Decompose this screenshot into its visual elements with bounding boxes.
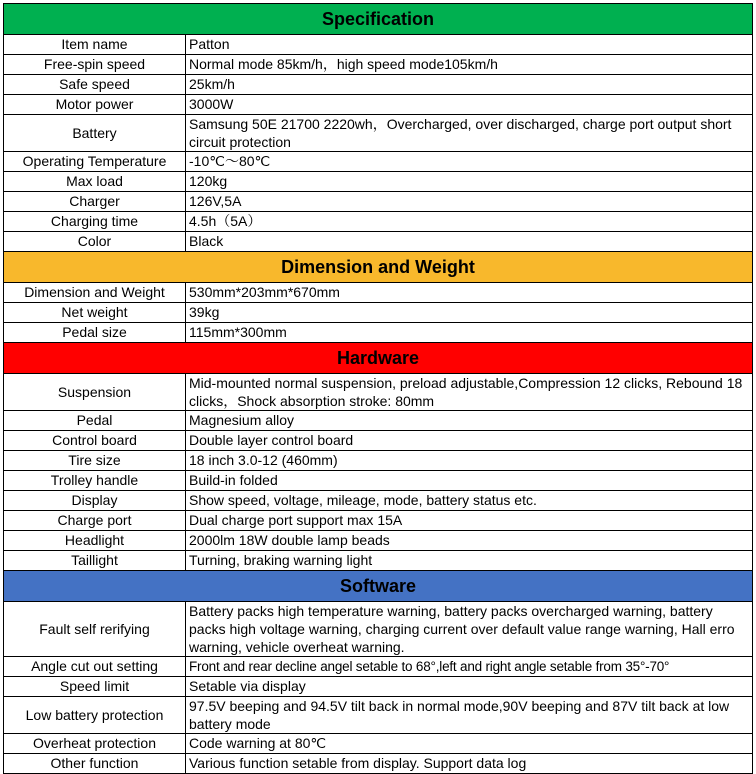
row-label: Pedal size <box>4 323 186 343</box>
section-title: Specification <box>4 4 753 35</box>
row-value: Black <box>186 232 753 252</box>
row-value: Build-in folded <box>186 471 753 491</box>
row-label: Fault self rerifying <box>4 602 186 657</box>
row-value: 126V,5A <box>186 192 753 212</box>
row-label: Tire size <box>4 451 186 471</box>
spec-row-operating-temperature <box>4 152 753 172</box>
spec-row-headlight <box>4 531 753 551</box>
spec-row-pedal-size <box>4 323 753 343</box>
spec-row-charge-port <box>4 511 753 531</box>
row-label: Headlight <box>4 531 186 551</box>
row-label: Color <box>4 232 186 252</box>
section-header-dimension-and-weight <box>4 252 753 283</box>
row-label: Speed limit <box>4 677 186 697</box>
section-title: Hardware <box>4 343 753 374</box>
spec-row-taillight <box>4 551 753 571</box>
row-label: Suspension <box>4 374 186 411</box>
spec-row-max-load <box>4 172 753 192</box>
spec-row-angle-cut-out-setting <box>4 657 753 677</box>
row-value: 25km/h <box>186 75 753 95</box>
row-value: Magnesium alloy <box>186 411 753 431</box>
row-value: Dual charge port support max 15A <box>186 511 753 531</box>
row-label: Taillight <box>4 551 186 571</box>
section-header-hardware <box>4 343 753 374</box>
row-value: Turning, braking warning light <box>186 551 753 571</box>
spec-row-other-function <box>4 754 753 774</box>
spec-row-charger <box>4 192 753 212</box>
section-title: Dimension and Weight <box>4 252 753 283</box>
row-label: Pedal <box>4 411 186 431</box>
row-label: Charge port <box>4 511 186 531</box>
spec-row-overheat-protection <box>4 734 753 754</box>
row-label: Operating Temperature <box>4 152 186 172</box>
row-value: Mid-mounted normal suspension, preload adjustable,Compression 12 clicks, Rebound 18 clicks，Shock absorption stroke: 80mm <box>186 374 753 411</box>
row-value: Patton <box>186 35 753 55</box>
row-value: 97.5V beeping and 94.5V tilt back in normal mode,90V beeping and 87V tilt back at low battery mode <box>186 697 753 734</box>
section-title: Software <box>4 571 753 602</box>
spec-row-charging-time <box>4 212 753 232</box>
row-value: 530mm*203mm*670mm <box>186 283 753 303</box>
spec-row-suspension <box>4 374 753 411</box>
spec-row-dimension-and-weight <box>4 283 753 303</box>
row-value: Samsung 50E 21700 2220wh，Overcharged, over discharged, charge port output short circuit protection <box>186 115 753 152</box>
row-label: Free-spin speed <box>4 55 186 75</box>
row-label: Item name <box>4 35 186 55</box>
row-value: 39kg <box>186 303 753 323</box>
row-value: Various function setable from display. Support data log <box>186 754 753 774</box>
spec-row-fault-self-rerifying <box>4 602 753 657</box>
row-label: Motor power <box>4 95 186 115</box>
row-label: Trolley handle <box>4 471 186 491</box>
row-label: Net weight <box>4 303 186 323</box>
section-header-specification <box>4 4 753 35</box>
row-value: Front and rear decline angel setable to 68°,left and right angle setable from 35°-70° <box>186 657 753 677</box>
spec-row-motor-power <box>4 95 753 115</box>
row-value: 115mm*300mm <box>186 323 753 343</box>
row-value: 4.5h（5A） <box>186 212 753 232</box>
spec-row-speed-limit <box>4 677 753 697</box>
spec-row-trolley-handle <box>4 471 753 491</box>
row-label: Safe speed <box>4 75 186 95</box>
row-label: Control board <box>4 431 186 451</box>
row-label: Charger <box>4 192 186 212</box>
row-value: Setable via display <box>186 677 753 697</box>
spec-row-battery <box>4 115 753 152</box>
spec-row-safe-speed <box>4 75 753 95</box>
spec-row-control-board <box>4 431 753 451</box>
row-label: Charging time <box>4 212 186 232</box>
row-value: Code warning at 80℃ <box>186 734 753 754</box>
row-label: Low battery protection <box>4 697 186 734</box>
spec-row-display <box>4 491 753 511</box>
spec-row-tire-size <box>4 451 753 471</box>
spec-row-low-battery-protection <box>4 697 753 734</box>
row-label: Overheat protection <box>4 734 186 754</box>
row-label: Angle cut out setting <box>4 657 186 677</box>
row-value: 18 inch 3.0-12 (460mm) <box>186 451 753 471</box>
row-label: Battery <box>4 115 186 152</box>
row-value: 3000W <box>186 95 753 115</box>
specification-table <box>3 3 753 774</box>
spec-row-free-spin-speed <box>4 55 753 75</box>
row-value: -10℃～80℃ <box>186 152 753 172</box>
spec-row-item-name <box>4 35 753 55</box>
section-header-software <box>4 571 753 602</box>
row-label: Max load <box>4 172 186 192</box>
row-label: Other function <box>4 754 186 774</box>
row-label: Dimension and Weight <box>4 283 186 303</box>
row-value: Double layer control board <box>186 431 753 451</box>
spec-row-color <box>4 232 753 252</box>
spec-row-pedal <box>4 411 753 431</box>
row-value: Battery packs high temperature warning, battery packs overcharged warning, battery packs high voltage warning, charging current over default value range warning, Hall erro warning, vehicle overheat warning. <box>186 602 753 657</box>
row-value: 120kg <box>186 172 753 192</box>
row-label: Display <box>4 491 186 511</box>
row-value: Normal mode 85km/h，high speed mode105km/h <box>186 55 753 75</box>
row-value: Show speed, voltage, mileage, mode, battery status etc. <box>186 491 753 511</box>
spec-row-net-weight <box>4 303 753 323</box>
row-value: 2000lm 18W double lamp beads <box>186 531 753 551</box>
